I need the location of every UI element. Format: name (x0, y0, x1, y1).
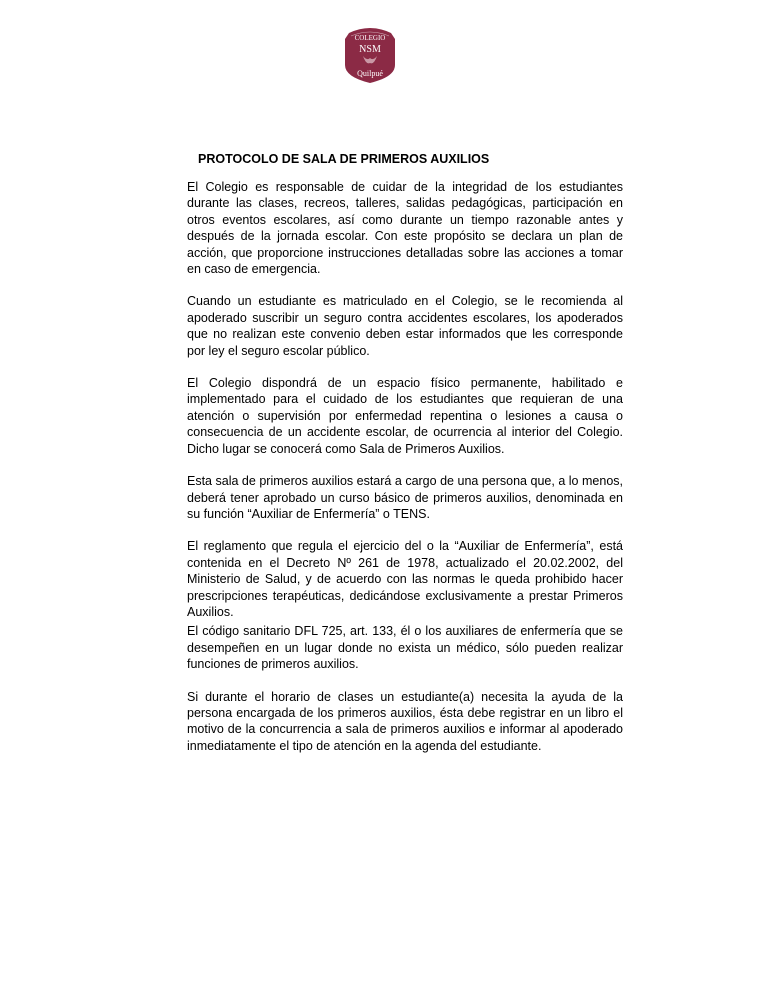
school-crest-icon (341, 25, 399, 85)
paragraph-staff: Esta sala de primeros auxilios estará a cargo de una persona que, a lo menos, deberá tener aprobado un curso básico de primeros auxilios, denominada en su función “Auxiliar de Enfermería” o TENS. (187, 474, 623, 521)
paragraph-insurance: Cuando un estudiante es matriculado en el Colegio, se le recomienda al apoderado suscribir un seguro contra accidentes escolares, los apoderados que no realizan este convenio deben estar informados que les corresponde por ley el seguro escolar público. (187, 294, 623, 358)
paragraph-sanitary-code: El código sanitario DFL 725, art. 133, él o los auxiliares de enfermería que se desempeñen en un lugar donde no exista un médico, sólo pueden realizar funciones de primeros auxilios. (187, 624, 623, 672)
logo-line2: NSM (359, 44, 381, 55)
page-title: PROTOCOLO DE SALA DE PRIMEROS AUXILIOS (198, 152, 490, 166)
paragraph-physical-space: El Colegio dispondrá de un espacio físico permanente, habilitado e implementado para el cuidado de los estudiantes que requieran de una atención o supervisión por enfermedad repentina o lesiones a causa o consecuencia de un accidente escolar, de ocurrencia al interior del Colegio. Dicho lugar se conocerá como Sala de Primeros Auxilios. (187, 376, 623, 456)
school-logo (341, 25, 399, 85)
document-body (187, 150, 623, 770)
paragraph-procedure: Si durante el horario de clases un estudiante(a) necesita la ayuda de la persona encargada de los primeros auxilios, ésta debe registrar en un libro el motivo de la concurrencia a sala de primeros auxilios e informar al apoderado inmediatamente el tipo de atención en la agenda del estudiante. (187, 689, 623, 753)
paragraph-regulation: El reglamento que regula el ejercicio del o la “Auxiliar de Enfermería”, está contenida en el Decreto Nº 261 de 1978, actualizado el 20.02.2002, del Ministerio de Salud, y de acuerdo con las normas le queda prohibido hacer prescripciones terapéuticas, dedicándose exclusivamente a prestar Primeros Auxilios. (187, 539, 623, 619)
logo-line1: COLEGIO (354, 34, 386, 42)
logo-line3: Quilpué (357, 69, 383, 78)
paragraph-responsibility: El Colegio es responsable de cuidar de la integridad de los estudiantes durante las clases, recreos, talleres, salidas pedagógicas, participación en otros eventos escolares, así como durante un tiempo razonable antes y después de la jornada escolar. Con este propósito se declara un plan de acción, que proporcione instrucciones detalladas sobre las acciones a tomar en caso de emergencia. (187, 180, 623, 277)
